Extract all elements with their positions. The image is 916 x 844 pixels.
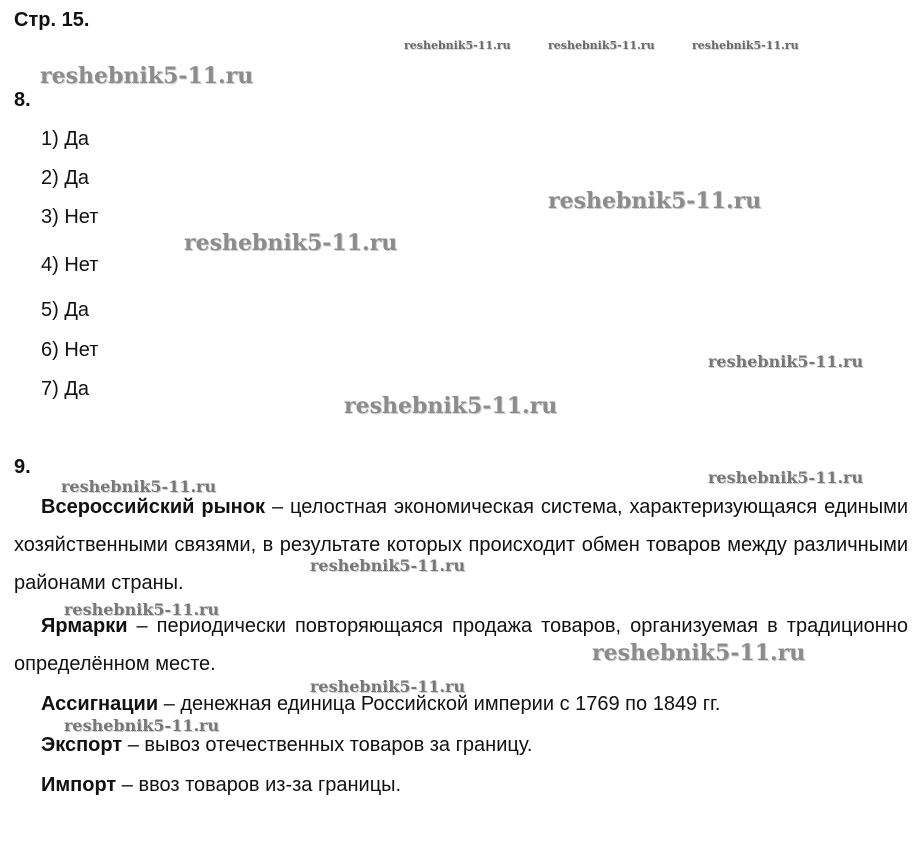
watermark: reshebnik5-11.ru [64,716,220,735]
answer-item: 6) Нет [41,339,99,361]
watermark: reshebnik5-11.ru [310,556,466,575]
definition-term: Всероссийский рынок [41,496,265,518]
watermark: reshebnik5-11.ru [692,39,799,52]
watermark: reshebnik5-11.ru [344,393,558,419]
answer-item: 2) Да [41,167,90,189]
definition-line [41,734,532,757]
answer-item: 7) Да [41,378,90,400]
watermark: reshebnik5-11.ru [184,230,398,256]
watermark: reshebnik5-11.ru [310,677,466,696]
page-title: Стр. 15. [14,9,90,31]
watermark: reshebnik5-11.ru [548,188,762,214]
watermark: reshebnik5-11.ru [592,640,806,666]
answer-item: 3) Нет [41,206,99,228]
answer-item: 4) Нет [41,254,99,276]
definition-term: Ярмарки [41,615,128,637]
watermark: reshebnik5-11.ru [61,477,217,496]
definition-line [41,693,720,716]
answer-item: 5) Да [41,299,90,321]
section-9-number: 9. [14,456,31,478]
definition-paragraph [14,488,908,602]
definition-text: – периодически повторяющаяся продажа товаров, организуемая в традиционно определённом месте. [14,615,908,675]
watermark: reshebnik5-11.ru [548,39,655,52]
watermark: reshebnik5-11.ru [708,352,864,371]
definition-term: Ассигнации [41,693,159,715]
definition-text: – вывоз отечественных товаров за границу. [122,734,533,756]
watermark: reshebnik5-11.ru [404,39,511,52]
watermark: reshebnik5-11.ru [64,600,220,619]
definition-term: Экспорт [41,734,123,756]
watermark: reshebnik5-11.ru [708,468,864,487]
definition-text: – денежная единица Российской империи с 1769 по 1849 гг. [158,693,721,715]
definition-line [41,774,401,797]
definition-text: – ввоз товаров из-за границы. [116,774,402,796]
section-8-number: 8. [14,89,31,111]
definition-text: – целостная экономическая система, характеризующаяся едиными хозяйственными связями, в результате которых происходит обмен товаров между различными районами страны. [14,496,908,594]
watermark: reshebnik5-11.ru [40,63,254,89]
definition-term: Импорт [41,774,117,796]
answer-item: 1) Да [41,128,90,150]
